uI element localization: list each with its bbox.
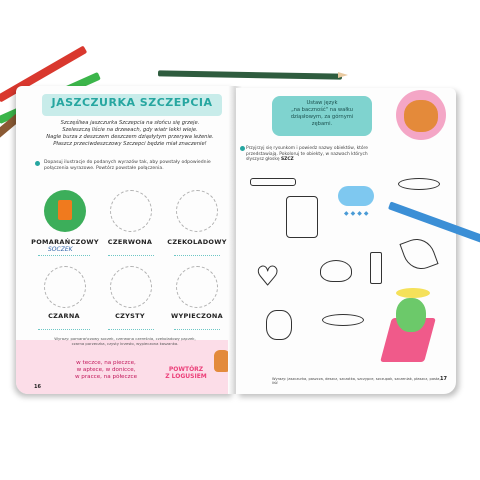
frog-icon — [396, 298, 426, 332]
left-page — [16, 86, 234, 394]
handwritten-answer: SOCZEK — [48, 246, 73, 253]
right-footer: Wyrazy: jaszczurka, paszcza, deszcz, szczotka, szczypce, szczupak, szczeniak, płaszcz, pasta, liść — [272, 377, 441, 385]
mascot-face-icon — [404, 100, 438, 132]
poem: Szczęśliwa jaszczurka Szczepcia na słońcu się grzeje. Szeleszczą liście na drzewach, gdy wiatr lekki wieje. Nagle burza z deszczem deszczem dziąsłytym przerywa leżenie. Płaszcz przeciwdeszczowy Szczepci będzie miał znaczenie! — [46, 120, 214, 147]
speech-bubble-text: Ustaw język „na baczność" na wałku dziąsłowym, za górnymi zębami. — [290, 100, 354, 127]
right-page — [236, 88, 456, 394]
juice-carton-icon — [58, 200, 72, 220]
rhyme: w teczce, na pieczce, w aptece, w donicce, w pracce, na półeczce — [74, 360, 138, 380]
page-number-right: 17 — [440, 376, 447, 382]
word-czarna: CZARNA — [48, 312, 80, 320]
pencil-tip — [338, 72, 348, 78]
dark-green-pencil — [158, 70, 342, 79]
lizard-icon — [322, 314, 364, 326]
blue-pencil — [388, 201, 480, 246]
answer-line-1 — [38, 254, 90, 256]
heart-icon: ♥ — [256, 262, 280, 292]
answer-line-2 — [108, 254, 154, 256]
match-circle-4 — [44, 266, 86, 308]
word-czerwona: CZERWONA — [107, 238, 153, 246]
match-circle-5 — [110, 266, 152, 308]
leaf-icon — [399, 234, 438, 274]
raincloud-icon — [338, 186, 374, 206]
open-workbook — [16, 86, 456, 406]
answer-line-6 — [174, 328, 220, 330]
footnote: Wyrazy: pomarańczowy soczek, czerwona czereśnia, czekoladowy pączek, czarna porzeczka, czysty krzesło, wypieczona kaszanka. — [54, 336, 196, 346]
instruction-text: Dopasuj ilustracje do podanych wyrazów tak, aby powstały odpowiednie połączenia wyrazowe. Powtórz powstałe połączenia. — [44, 160, 211, 171]
toothbrush-icon — [250, 178, 296, 186]
word-wypieczona: WYPIECZONA — [171, 312, 223, 320]
instruction-dot — [35, 161, 40, 166]
page-number-left: 16 — [34, 384, 41, 390]
repeat-label: POWTÓRZ Z LOGUSIEM — [165, 366, 207, 380]
answer-line-4 — [38, 328, 90, 330]
coat-icon — [286, 196, 318, 238]
fish-icon — [398, 178, 440, 190]
word-czekoladowy: CZEKOLADOWY — [167, 238, 227, 246]
toothpaste-icon — [370, 252, 382, 284]
answer-line-3 — [174, 254, 220, 256]
instruction-dot — [240, 146, 245, 151]
match-circle-2 — [110, 190, 152, 232]
page-title: JASZCZURKA SZCZEPCIA — [51, 96, 213, 109]
right-instruction: Przyjrzyj się rysunkom i powiedz nazwy obiektów, które przedstawiają. Pokoloruj te obiekty, w nazwach których słyszysz głoskę SZCZ — [246, 146, 368, 163]
raindrops-icon: ◆◆◆◆ — [344, 210, 371, 217]
word-czysty: CZYSTY — [115, 312, 145, 320]
sunhat-icon — [396, 288, 430, 298]
answer-line-5 — [108, 328, 154, 330]
word-pomaranczowy: POMARAŃCZOWY — [31, 238, 99, 246]
match-circle-6 — [176, 266, 218, 308]
bird-icon — [320, 260, 352, 282]
match-circle-3 — [176, 190, 218, 232]
orange-juice-sticker — [44, 190, 86, 232]
dog-icon — [266, 310, 292, 340]
